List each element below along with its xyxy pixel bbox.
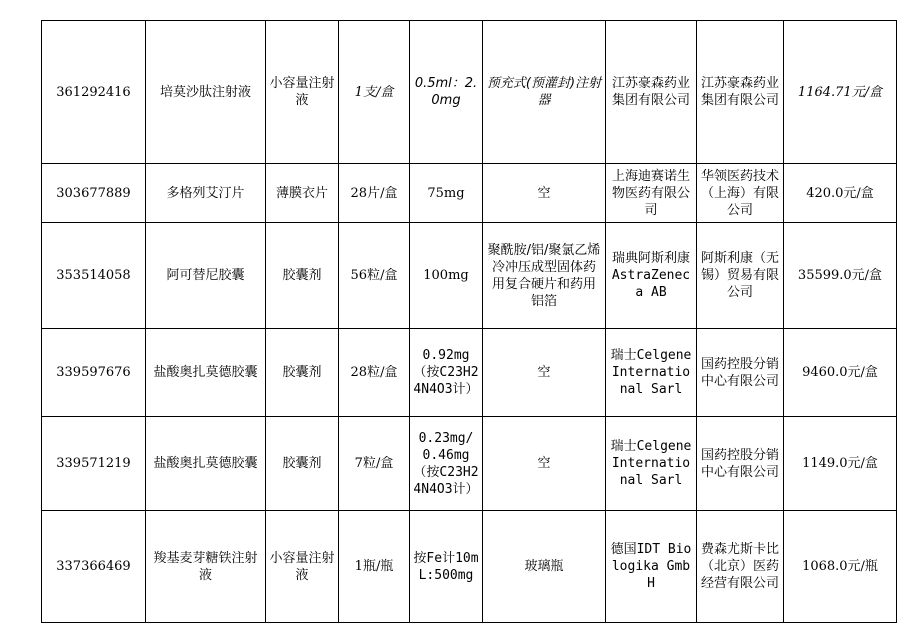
- drug-price-table: [41, 20, 897, 623]
- table-row: [42, 511, 897, 623]
- dosage-form-cell: 薄膜衣片: [266, 164, 339, 223]
- table-row: [42, 164, 897, 223]
- price-cell: 1164.71元/盒: [784, 21, 897, 164]
- distributor-cell: 江苏豪森药业集团有限公司: [697, 21, 784, 164]
- distributor-cell: 国药控股分销中心有限公司: [697, 329, 784, 417]
- distributor-cell: 国药控股分销中心有限公司: [697, 417, 784, 511]
- package-cell: 28粒/盒: [339, 329, 410, 417]
- drug-name-cell: 羧基麦芽糖铁注射液: [146, 511, 266, 623]
- manufacturer-cell: 江苏豪森药业集团有限公司: [606, 21, 697, 164]
- distributor-cell: 华领医药技术（上海）有限公司: [697, 164, 784, 223]
- package-cell: 1支/盒: [339, 21, 410, 164]
- dosage-form-cell: 小容量注射液: [266, 21, 339, 164]
- price-cell: 420.0元/盒: [784, 164, 897, 223]
- drug-code-cell: 361292416: [42, 21, 146, 164]
- drug-name-cell: 盐酸奥扎莫德胶囊: [146, 417, 266, 511]
- manufacturer-cell: 瑞士Celgene International Sarl: [606, 417, 697, 511]
- table-row: [42, 223, 897, 329]
- package-cell: 56粒/盒: [339, 223, 410, 329]
- spec-cell: 按Fe计10mL:500mg: [410, 511, 483, 623]
- drug-name-cell: 培莫沙肽注射液: [146, 21, 266, 164]
- drug-name-cell: 多格列艾汀片: [146, 164, 266, 223]
- drug-code-cell: 353514058: [42, 223, 146, 329]
- price-cell: 9460.0元/盒: [784, 329, 897, 417]
- package-cell: 7粒/盒: [339, 417, 410, 511]
- dosage-form-cell: 胶囊剂: [266, 329, 339, 417]
- packaging-material-cell: 空: [483, 164, 606, 223]
- spec-cell: 75mg: [410, 164, 483, 223]
- spec-cell: 0.23mg/0.46mg（按C23H24N4O3计）: [410, 417, 483, 511]
- dosage-form-cell: 小容量注射液: [266, 511, 339, 623]
- packaging-material-cell: 空: [483, 417, 606, 511]
- drug-code-cell: 303677889: [42, 164, 146, 223]
- table-row: [42, 329, 897, 417]
- dosage-form-cell: 胶囊剂: [266, 223, 339, 329]
- manufacturer-cell: 上海迪赛诺生物医药有限公司: [606, 164, 697, 223]
- price-cell: 1068.0元/瓶: [784, 511, 897, 623]
- manufacturer-cell: 瑞士Celgene International Sarl: [606, 329, 697, 417]
- drug-name-cell: 盐酸奥扎莫德胶囊: [146, 329, 266, 417]
- dosage-form-cell: 胶囊剂: [266, 417, 339, 511]
- manufacturer-cell: 瑞典阿斯利康 AstraZeneca AB: [606, 223, 697, 329]
- packaging-material-cell: 预充式(预灌封)注射器: [483, 21, 606, 164]
- packaging-material-cell: 聚酰胺/铝/聚氯乙烯冷冲压成型固体药用复合硬片和药用铝箔: [483, 223, 606, 329]
- distributor-cell: 费森尤斯卡比（北京）医药经营有限公司: [697, 511, 784, 623]
- packaging-material-cell: 玻璃瓶: [483, 511, 606, 623]
- spec-cell: 0.92mg（按C23H24N4O3计）: [410, 329, 483, 417]
- package-cell: 1瓶/瓶: [339, 511, 410, 623]
- manufacturer-cell: 德国IDT Biologika GmbH: [606, 511, 697, 623]
- drug-code-cell: 337366469: [42, 511, 146, 623]
- distributor-cell: 阿斯利康（无锡）贸易有限公司: [697, 223, 784, 329]
- package-cell: 28片/盒: [339, 164, 410, 223]
- drug-code-cell: 339597676: [42, 329, 146, 417]
- price-cell: 1149.0元/盒: [784, 417, 897, 511]
- drug-name-cell: 阿可替尼胶囊: [146, 223, 266, 329]
- drug-code-cell: 339571219: [42, 417, 146, 511]
- packaging-material-cell: 空: [483, 329, 606, 417]
- spec-cell: 0.5ml：2.0mg: [410, 21, 483, 164]
- table-row: [42, 21, 897, 164]
- spec-cell: 100mg: [410, 223, 483, 329]
- price-cell: 35599.0元/盒: [784, 223, 897, 329]
- table-row: [42, 417, 897, 511]
